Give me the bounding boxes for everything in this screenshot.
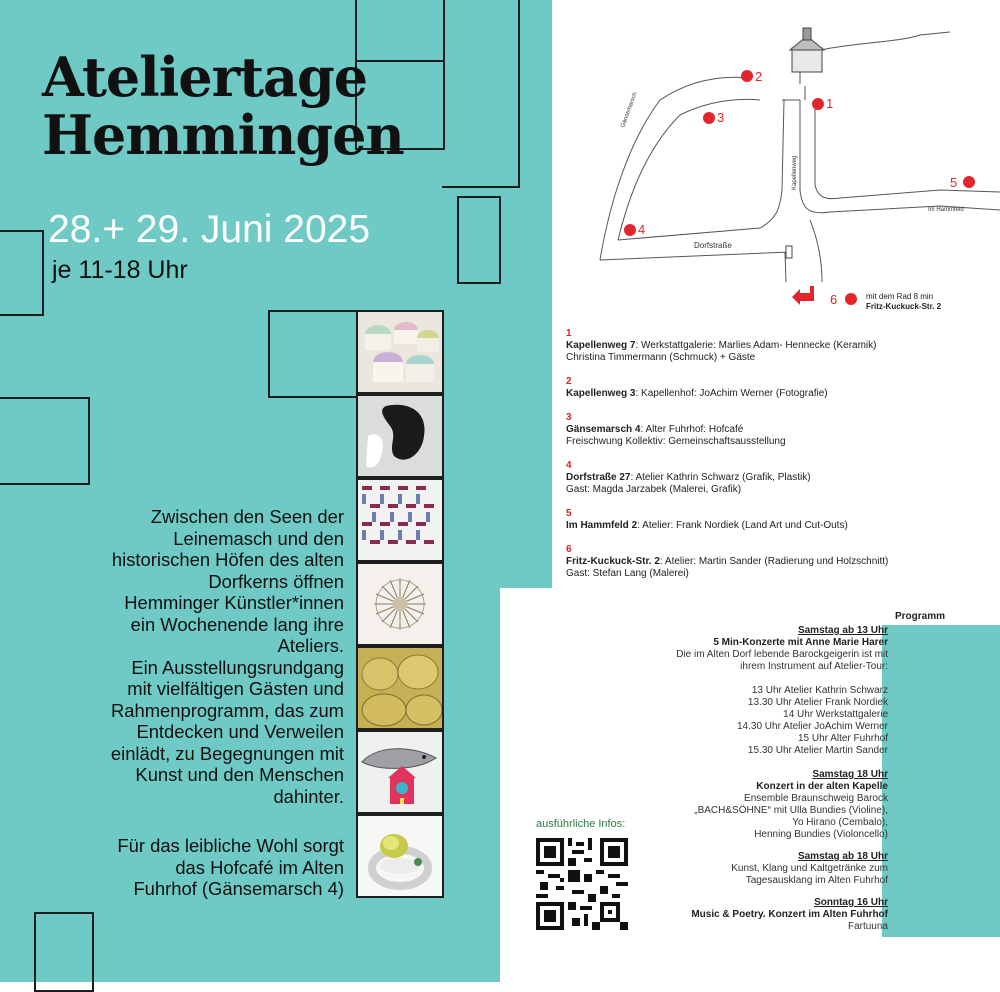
intro-line: ein Wochenende lang ihre [130,613,344,635]
intro-line: Ein Ausstellungsrundgang [131,656,344,678]
location-number: 3 [566,412,572,423]
program-text: Fartuuna [847,921,888,932]
program-title: Programm [895,611,946,622]
map-marker-4 [624,222,645,237]
intro-line: Dorfkerns öffnen [208,570,344,592]
program-text: ihrem Instrument auf Atelier-Tour: [740,661,888,672]
bike-note-line-2: Fritz-Kuckuck-Str. 2 [866,302,942,311]
intro-line: Rahmenprogramm, das zum [110,699,344,721]
program-heading: Samstag 18 Uhr [812,769,888,780]
artwork-thumb-fish-house [356,730,444,814]
location-detail: : Atelier: Frank Nordiek (Land Art und Cut-Outs) [637,520,848,531]
decor-square [268,310,358,398]
program-list [620,625,888,933]
intro-line: Zwischen den Seen der [150,506,344,527]
location-detail: : Kapellenhof: JoAchim Werner (Fotografie) [635,388,828,399]
program-time: 13.30 Uhr Atelier Frank Nordiek [747,697,888,708]
svg-text:3: 3 [717,110,725,125]
location-number: 6 [566,544,572,555]
location-detail: Freischwung Kollektiv: Gemeinschaftsausstellung [566,436,786,447]
street-label-gaensemarsch: Gänsemarsch [620,91,639,129]
street-label-im-hammfeld: Im Hammfeld [928,207,964,213]
event-date: 28.+ 29. Juni 2025 [48,208,371,251]
location-item [566,544,996,580]
bus-stop-icon [786,246,792,258]
program-text: „BACH&SÖHNE“ mit Ulla Bundies (Violine), [694,805,888,816]
location-street: Dorfstraße 27 [566,472,631,483]
map-marker-1 [812,96,833,111]
program-subheading: Music & Poetry. Konzert im Alten Fuhrhof [691,909,888,920]
info-label: ausführliche Infos: [536,818,626,830]
location-street: Gänsemarsch 4 [566,424,641,435]
program-text: Tagesausklang im Alten Fuhrhof [745,875,888,886]
program-text: Ensemble Braunschweig Barock [744,793,888,804]
street-label-kapellenweg: Kapellenweg [792,155,798,190]
title-line-1: Ateliertage [42,45,368,109]
bike-note-line-1: mit dem Rad 8 min [866,292,934,301]
location-detail: Gast: Magda Jarzabek (Malerei, Grafik) [566,484,742,495]
program-time: 15 Uhr Alter Fuhrhof [797,733,888,744]
location-street: Kapellenweg 7 [566,340,636,351]
location-number: 5 [566,508,572,519]
location-item [566,328,996,364]
svg-text:2: 2 [755,69,763,84]
artwork-thumbnail-strip [356,310,444,898]
intro-line: mit vielfältigen Gästen und [127,678,344,699]
street-label-dorfstrasse: Dorfstraße [694,241,732,250]
program-heading: Samstag ab 18 Uhr [797,851,888,862]
location-item [566,460,996,496]
qr-code[interactable] [536,838,628,930]
program-time: 14.30 Uhr Atelier JoAchim Werner [737,721,888,732]
location-detail: : Alter Fuhrhof: Hofcafé [640,424,744,435]
village-map [560,20,1000,320]
decor-square [0,230,44,316]
program-heading: Samstag ab 13 Uhr [797,625,888,636]
food-description [40,835,344,900]
teal-background-right-block [882,625,1000,937]
location-item [566,508,996,532]
decor-square [442,0,520,188]
svg-text:6: 6 [830,292,838,307]
artwork-thumb-seedhead [356,562,444,646]
intro-line: Entdecken und Verweilen [136,721,344,742]
program-text: Kunst, Klang und Kaltgetränke zum [731,863,888,874]
program-text: Henning Bundies (Violoncello) [754,829,888,840]
map-marker-2 [741,69,762,84]
location-number: 1 [566,328,572,339]
location-street: Fritz-Kuckuck-Str. 2 [566,556,660,567]
intro-line: einlädt, zu Begegnungen mit [110,742,344,764]
intro-line: Kunst und den Menschen [135,764,344,785]
program-time: 13 Uhr Atelier Kathrin Schwarz [751,685,888,696]
artwork-thumb-pattern [356,478,444,562]
location-number: 2 [566,376,572,387]
event-title [42,45,404,167]
artwork-thumb-ring [356,814,444,898]
food-line: Für das leibliche Wohl sorgt [117,835,344,856]
location-detail: Christina Timmermann (Schmuck) + Gäste [566,352,756,363]
artwork-thumb-ink-figure [356,394,444,478]
intro-line: Ateliers. [277,635,344,656]
location-detail: : Atelier: Martin Sander (Radierung und Holzschnitt) [659,556,889,567]
artwork-thumb-yellow-painting [356,646,444,730]
svg-text:1: 1 [826,96,834,111]
decor-square [34,912,94,992]
program-text: Die im Alten Dorf lebende Barockgeigerin ist mit [676,649,888,660]
location-street: Im Hammfeld 2 [566,520,638,531]
svg-text:5: 5 [950,175,958,190]
event-hours: je 11-18 Uhr [52,256,188,284]
decor-square [0,397,90,485]
program-heading: Sonntag 16 Uhr [814,897,888,908]
map-marker-5 [950,175,975,190]
title-line-2: Hemmingen [42,103,404,167]
location-detail: : Atelier Kathrin Schwarz (Grafik, Plastik) [630,472,811,483]
location-number: 4 [566,460,572,471]
church-icon [790,28,824,72]
intro-line: Hemminger Künstler*innen [124,592,344,613]
map-marker-6 [792,286,857,307]
artwork-thumb-cups [356,310,444,394]
food-line: das Hofcafé im Alten [175,856,344,878]
program-subheading: 5 Min-Konzerte mit Anne Marie Harer [713,637,888,648]
program-subheading: Konzert in der alten Kapelle [756,781,888,792]
intro-line: dahinter. [273,785,344,807]
location-item [566,412,996,448]
location-list [566,328,996,592]
map-marker-3 [703,110,724,125]
food-line: Fuhrhof (Gänsemarsch 4) [133,878,344,899]
intro-line: Leinemasch und den [173,527,344,549]
location-detail: Gast: Stefan Lang (Malerei) [566,568,689,579]
program-text: Yo Hirano (Cembalo), [792,817,888,828]
program-time: 14 Uhr Werkstattgalerie [783,709,888,720]
program-time: 15.30 Uhr Atelier Martin Sander [747,745,888,756]
turn-arrow-icon [792,286,814,305]
decor-square [457,196,501,284]
location-street: Kapellenweg 3 [566,388,636,399]
location-item [566,376,996,400]
intro-description [40,506,344,807]
intro-line: historischen Höfen des alten [111,549,344,570]
location-detail: : Werkstattgalerie: Marlies Adam- Hennecke (Keramik) [635,340,877,351]
svg-text:4: 4 [638,222,646,237]
